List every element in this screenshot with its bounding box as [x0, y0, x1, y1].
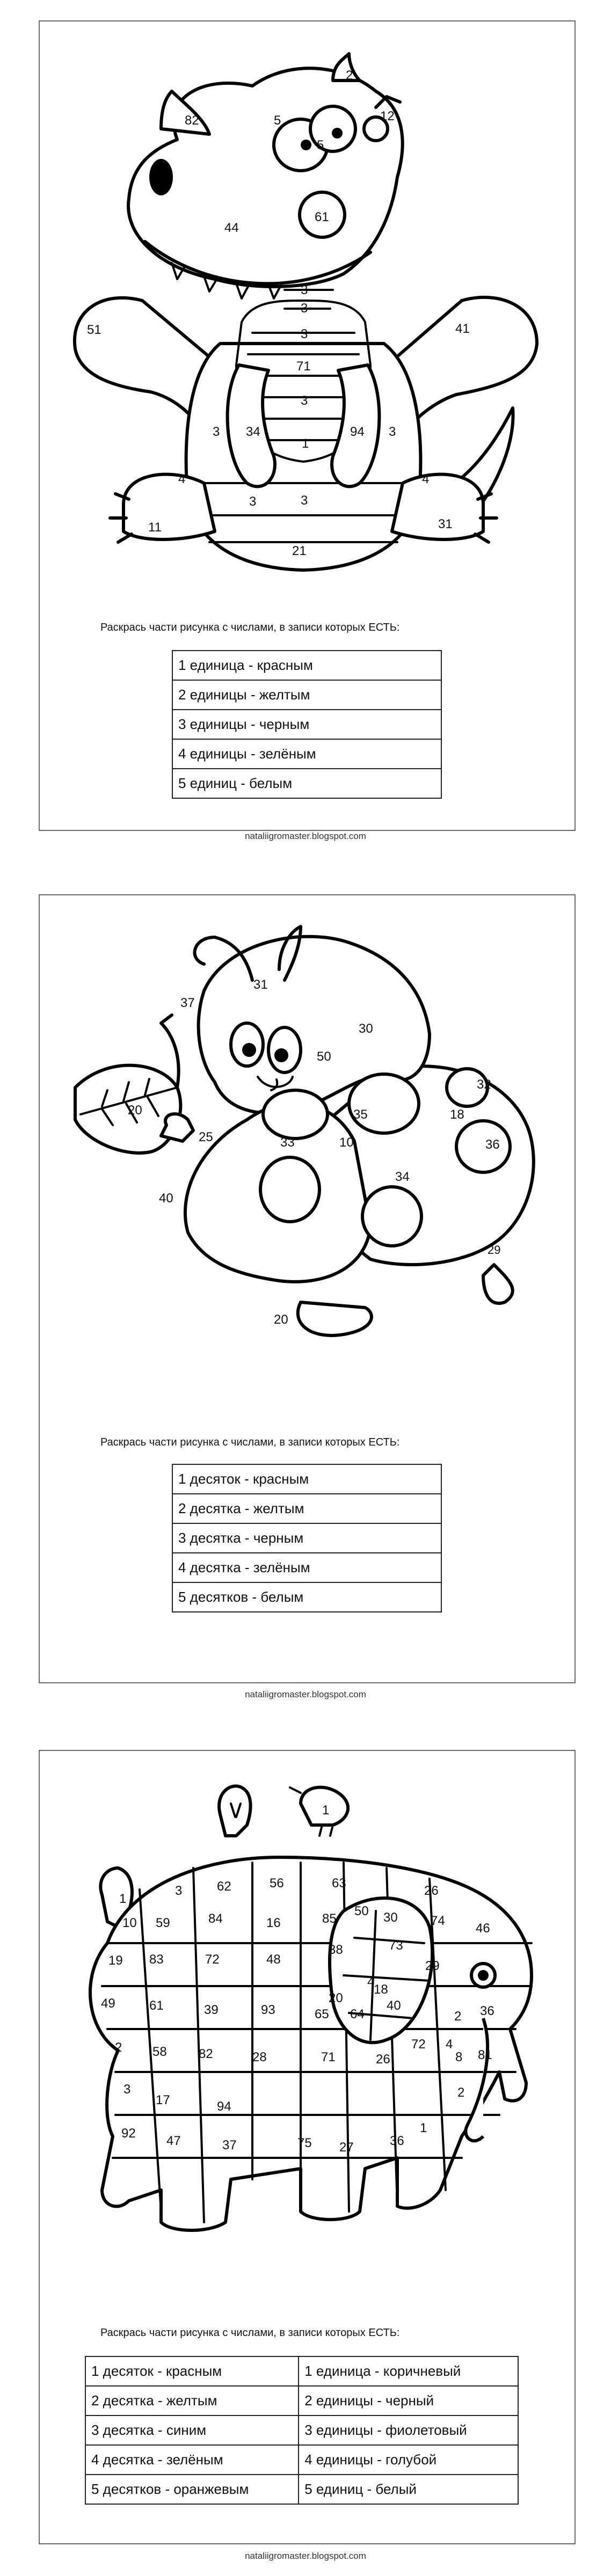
- dragon-number: 3: [301, 283, 308, 297]
- legend-cell: 3 десятка - черным: [172, 1523, 441, 1553]
- elephant-number: 47: [166, 2134, 181, 2148]
- legend-cell-units: 3 единицы - фиолетовый: [299, 2416, 518, 2445]
- legend-row: [85, 2416, 518, 2445]
- legend-cell-units: 1 единица - коричневый: [299, 2356, 518, 2386]
- legend-cell-tens: 1 десяток - красным: [85, 2356, 299, 2386]
- ladybug-number: 34: [395, 1170, 410, 1184]
- elephant-number: 50: [354, 1904, 369, 1918]
- elephant-number: 93: [261, 2003, 275, 2017]
- dragon-legend-table: [172, 650, 442, 799]
- dragon-number: 5: [274, 113, 281, 128]
- elephant-number: 56: [270, 1876, 284, 1891]
- ladybug-number: 35: [353, 1107, 368, 1122]
- elephant-number: 38: [329, 1943, 343, 1957]
- dragon-number: 3: [301, 327, 308, 341]
- dragon-number: 34: [246, 425, 260, 439]
- dragon-number: 3: [249, 494, 257, 509]
- ladybug-number: 33: [280, 1135, 295, 1150]
- elephant-number: 61: [149, 1998, 164, 2013]
- elephant-number: 75: [297, 2136, 312, 2150]
- elephant-number: 27: [339, 2140, 354, 2155]
- dragon-number: 82: [185, 113, 199, 128]
- elephant-number: 72: [205, 1952, 220, 1967]
- dragon-number: 4: [178, 472, 186, 486]
- ladybug-number: 20: [274, 1312, 288, 1327]
- dragon-number: 3: [213, 425, 220, 439]
- elephant-number: 26: [424, 1884, 439, 1898]
- elephant-number: 71: [321, 2050, 336, 2064]
- elephant-number: 26: [376, 2052, 390, 2067]
- elephant-number: 19: [108, 1953, 123, 1968]
- legend-row: [172, 1523, 441, 1553]
- elephant-number: 1: [119, 1892, 127, 1906]
- elephant-body: [90, 1857, 532, 2230]
- elephant-number: 62: [217, 1879, 231, 1894]
- ladybug-instruction: Раскрась части рисунка с числами, в записи которых ЕСТЬ:: [100, 1436, 400, 1448]
- elephant-number: 73: [389, 1938, 403, 1953]
- dragon-number: 5: [317, 138, 324, 152]
- elephant-number: 48: [266, 1952, 281, 1967]
- elephant-number: 58: [152, 2045, 167, 2059]
- elephant-instruction: Раскрась части рисунка с числами, в записи которых ЕСТЬ:: [100, 2327, 400, 2339]
- legend-row: [172, 1494, 441, 1523]
- ladybug-legend-table: [172, 1464, 442, 1612]
- ladybug-number: 50: [317, 1049, 331, 1064]
- dragon-number: 11: [148, 520, 162, 535]
- dragon-number: 1: [302, 436, 309, 451]
- legend-row: [85, 2356, 518, 2386]
- elephant-number: 28: [252, 2050, 267, 2064]
- ladybug-number: 31: [253, 977, 268, 992]
- elephant-number: 36: [390, 2134, 404, 2148]
- ladybug-number: 20: [128, 1103, 142, 1118]
- ladybug-number: 25: [199, 1130, 213, 1144]
- legend-cell-tens: 2 десятка - желтым: [85, 2386, 299, 2416]
- dragon-number: 94: [350, 425, 365, 439]
- elephant-number: 92: [121, 2126, 136, 2141]
- elephant-number: 40: [387, 1998, 401, 2013]
- elephant-number: 81: [478, 2048, 492, 2062]
- dragon-number: 21: [292, 544, 307, 558]
- ladybug-number: 30: [359, 1021, 373, 1036]
- legend-cell: 1 десяток - красным: [172, 1464, 441, 1494]
- legend-cell: 5 единиц - белым: [172, 769, 441, 798]
- dragon-number: 12: [380, 109, 395, 123]
- legend-row: [172, 710, 441, 739]
- legend-cell: 4 десятка - зелёным: [172, 1553, 441, 1582]
- dragon-number: 2: [346, 68, 353, 83]
- legend-cell-units: 5 единиц - белый: [299, 2475, 518, 2504]
- dragon-number: 31: [438, 517, 453, 531]
- dragon-body: [186, 344, 421, 570]
- dragon-number: 3: [389, 425, 396, 439]
- elephant-number: 2: [454, 2009, 462, 2024]
- elephant-number: 74: [431, 1914, 445, 1928]
- ladybug-number: 29: [488, 1243, 501, 1257]
- legend-cell-tens: 3 десятка - синим: [85, 2416, 299, 2445]
- dragon-number: 4: [422, 472, 430, 486]
- footer-url: nataliigromaster.blogspot.com: [245, 2551, 366, 2561]
- elephant-legend-table: [85, 2356, 519, 2505]
- dragon-number: 3: [301, 493, 308, 508]
- elephant-number: 59: [156, 1916, 170, 1930]
- elephant-picture: [0, 1750, 611, 2287]
- legend-cell: 2 десятка - желтым: [172, 1494, 441, 1523]
- elephant-number: 2: [115, 2040, 122, 2055]
- legend-row: [172, 1464, 441, 1494]
- dragon-number: 41: [455, 322, 470, 336]
- bird-icon: [219, 1786, 251, 1836]
- elephant-number: 36: [480, 2004, 494, 2018]
- legend-row: [172, 1582, 441, 1612]
- elephant-number: 39: [204, 2003, 219, 2017]
- legend-cell: 2 единицы - желтым: [172, 680, 441, 710]
- elephant-number: 94: [217, 2099, 231, 2114]
- dragon-picture: [0, 0, 611, 644]
- legend-row: [85, 2386, 518, 2416]
- ladybug-number: 37: [180, 996, 195, 1010]
- legend-cell-tens: 4 десятка - зелёным: [85, 2445, 299, 2475]
- dragon-instruction: Раскрась части рисунка с числами, в записи которых ЕСТЬ:: [100, 622, 400, 633]
- ladybug-number: 40: [159, 1191, 173, 1206]
- elephant-number: 3: [123, 2082, 131, 2097]
- legend-row: [172, 1553, 441, 1582]
- dragon-number: 51: [87, 323, 101, 337]
- ladybug-number: 36: [485, 1137, 500, 1152]
- elephant-number: 1: [322, 1803, 330, 1818]
- legend-cell-tens: 5 десятков - оранжевым: [85, 2475, 299, 2504]
- elephant-number: 64: [350, 2007, 365, 2022]
- elephant-number: 65: [315, 2007, 329, 2022]
- elephant-number: 46: [476, 1921, 490, 1936]
- ladybug-picture: [0, 894, 611, 1377]
- elephant-number: 2: [457, 2085, 465, 2100]
- legend-cell-units: 2 единицы - черный: [299, 2386, 518, 2416]
- legend-row: [172, 739, 441, 769]
- elephant-number: 30: [383, 1910, 398, 1925]
- ladybug-number: 10: [339, 1135, 354, 1150]
- dragon-number: 61: [315, 210, 329, 224]
- elephant-number: 85: [322, 1911, 337, 1926]
- elephant-number: 83: [149, 1952, 164, 1967]
- legend-row: [85, 2445, 518, 2475]
- elephant-number: 84: [208, 1911, 223, 1926]
- footer-url: nataliigromaster.blogspot.com: [245, 831, 366, 841]
- elephant-number: 4: [446, 2037, 453, 2052]
- elephant-number: 82: [199, 2047, 213, 2061]
- legend-cell: 3 единицы - черным: [172, 710, 441, 739]
- elephant-number: 49: [101, 1996, 115, 2011]
- ladybug-number: 32: [477, 1077, 491, 1092]
- dragon-number: 71: [296, 359, 311, 374]
- legend-cell: 4 единицы - зелёным: [172, 739, 441, 769]
- legend-cell: 5 десятков - белым: [172, 1582, 441, 1612]
- elephant-number: 17: [156, 2093, 170, 2107]
- elephant-number: 20: [329, 1991, 343, 2005]
- legend-row: [85, 2475, 518, 2504]
- dragon-number: 44: [224, 221, 239, 235]
- legend-cell: 1 единица - красным: [172, 651, 441, 680]
- elephant-number: 29: [425, 1959, 440, 1973]
- footer-url: nataliigromaster.blogspot.com: [245, 1689, 366, 1699]
- elephant-number: 1: [420, 2121, 427, 2135]
- dragon-number: 3: [301, 301, 308, 316]
- legend-cell-units: 4 единицы - голубой: [299, 2445, 518, 2475]
- elephant-number: 10: [122, 1916, 137, 1930]
- elephant-number: 16: [266, 1916, 281, 1930]
- elephant-number: 8: [455, 2050, 463, 2064]
- legend-row: [172, 651, 441, 680]
- legend-row: [172, 680, 441, 710]
- dragon-number: 3: [301, 393, 308, 408]
- elephant-number: 3: [175, 1884, 183, 1898]
- elephant-number: 4: [367, 1975, 375, 1989]
- legend-row: [172, 769, 441, 798]
- elephant-number: 18: [374, 1982, 388, 1997]
- elephant-number: 37: [222, 2138, 237, 2152]
- ladybug-number: 18: [450, 1107, 464, 1122]
- elephant-number: 63: [332, 1876, 346, 1891]
- elephant-number: 72: [411, 2037, 426, 2052]
